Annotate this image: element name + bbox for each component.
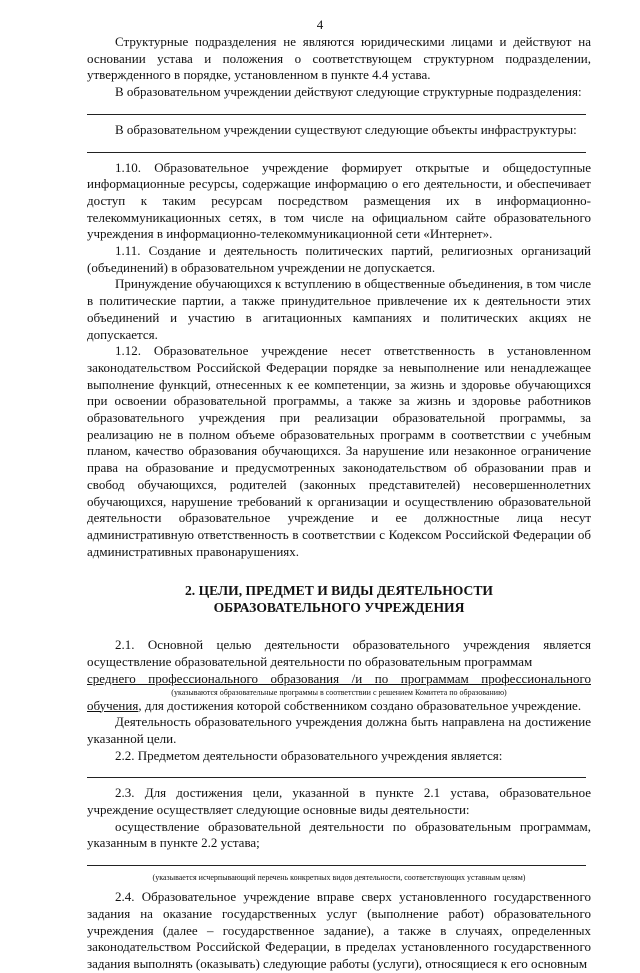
fill-in-line [87,101,586,115]
page-number: 4 [316,17,324,32]
paragraph-2-1-tail-text: , для достижения которой собственником создано образовательное учреждение. [138,697,582,713]
section-2-heading-line2: ОБРАЗОВАТЕЛЬНОГО УЧРЕЖДЕНИЯ [213,600,465,616]
page-content [87,34,591,973]
paragraph-2-1-programs: среднего профессионального образования /и по программам профессионального [87,670,591,686]
paragraph-2-1-tail [87,698,591,715]
paragraph-1-12: 1.12. Образовательное учреждение несет ответственность в установленном законодательством Российской Федерации порядке за невыполнение или ненадлежащее выполнение функций, отнесенных к ее компетенции, за жизнь и здоровье обучающихся при освоении образовательной программы, а также за жизнь и здоровье работников образовательного учреждения при реализации образовательной программы, за реализацию не в полном объеме образовательных программ в соответствии с учебным планом, качество образования обучающихся. За нарушение или незаконное ограничение права на образование и предусмотренных законодательством об образовании прав и свобод обучающихся, родителей (законных представителей) несовершеннолетних обучающихся, нарушение требований к организации и осуществлению образовательной деятельности образовательное учреждение и ее должностные лица несут административную ответственность в соответствии с Кодексом Российской Федерации об административных правонарушениях. [87,343,591,559]
fill-in-line [87,139,586,153]
section-2-heading-line1: 2. ЦЕЛИ, ПРЕДМЕТ И ВИДЫ ДЕЯТЕЛЬНОСТИ [184,583,493,599]
paragraph-2-1-intro: 2.1. Основной целью деятельности образовательного учреждения является осуществление образовательной деятельности по образовательным программам [87,637,591,670]
note-activities: (указывается исчерпывающий перечень конкретных видов деятельности, соответствующих уставным целям) [152,873,526,883]
paragraph-1-10: 1.10. Образовательное учреждение формирует открытые и общедоступные информационные ресурсы, содержащие информацию о его деятельности, и обеспечивает доступ к таким ресурсам посредством размещения их в информационно-телекоммуникационных сетях, в том числе на официальном сайте образовательного учреждения в информационно-телекоммуникационной сети «Интернет». [87,159,591,242]
section-2-heading [87,582,591,616]
paragraph-2-4: 2.4. Образовательное учреждение вправе сверх установленного государственного задания на оказание государственных услуг (выполнение работ) образовательного учреждения (далее – государственное задание), а также в случаях, определенных законодательством Российской Федерации, в пределах установленного государственного задания выполнять (оказывать) следующие работы (услуги), относящиеся к его основным [87,889,591,971]
paragraph-coercion: Принуждение обучающихся к вступлению в общественные объединения, в том числе в политические партии, а также принудительное привлечение их к деятельности этих объединений и участию в агитационных кампаниях и политических акциях не допускается. [87,276,591,342]
paragraph-structural-list-intro: В образовательном учреждении действуют следующие структурные подразделения: [115,84,582,100]
paragraph-structural-units: Структурные подразделения не являются юридическими лицами и действуют на основании устава и положения о соответствующем структурном подразделении, утвержденного в порядке, установленном в пункте 4.4 устава. [87,34,591,83]
fill-in-line [87,852,586,866]
underlined-word: обучения [87,697,139,713]
paragraph-infrastructure-intro: В образовательном учреждении существуют следующие объекты инфраструктуры: [115,121,577,137]
note-programs: (указываются образовательные программы в соответствии с решением Комитета по образованию) [171,687,507,697]
fill-in-line [87,764,586,778]
paragraph-1-11: 1.11. Создание и деятельность политических партий, религиозных организаций (объединений) в образовательном учреждении не допускается. [87,243,591,275]
paragraph-2-3-activity: осуществление образовательной деятельности по образовательным программам, указанным в пункте 2.2 устава; [87,818,591,851]
paragraph-2-2: 2.2. Предметом деятельности образовательного учреждения является: [115,747,503,763]
paragraph-2-3: 2.3. Для достижения цели, указанной в пункте 2.1 устава, образовательное учреждение осуществляет следующие основные виды деятельности: [87,785,591,818]
paragraph-2-1-direction: Деятельность образовательного учреждения должна быть направлена на достижение указанной цели. [87,714,591,746]
